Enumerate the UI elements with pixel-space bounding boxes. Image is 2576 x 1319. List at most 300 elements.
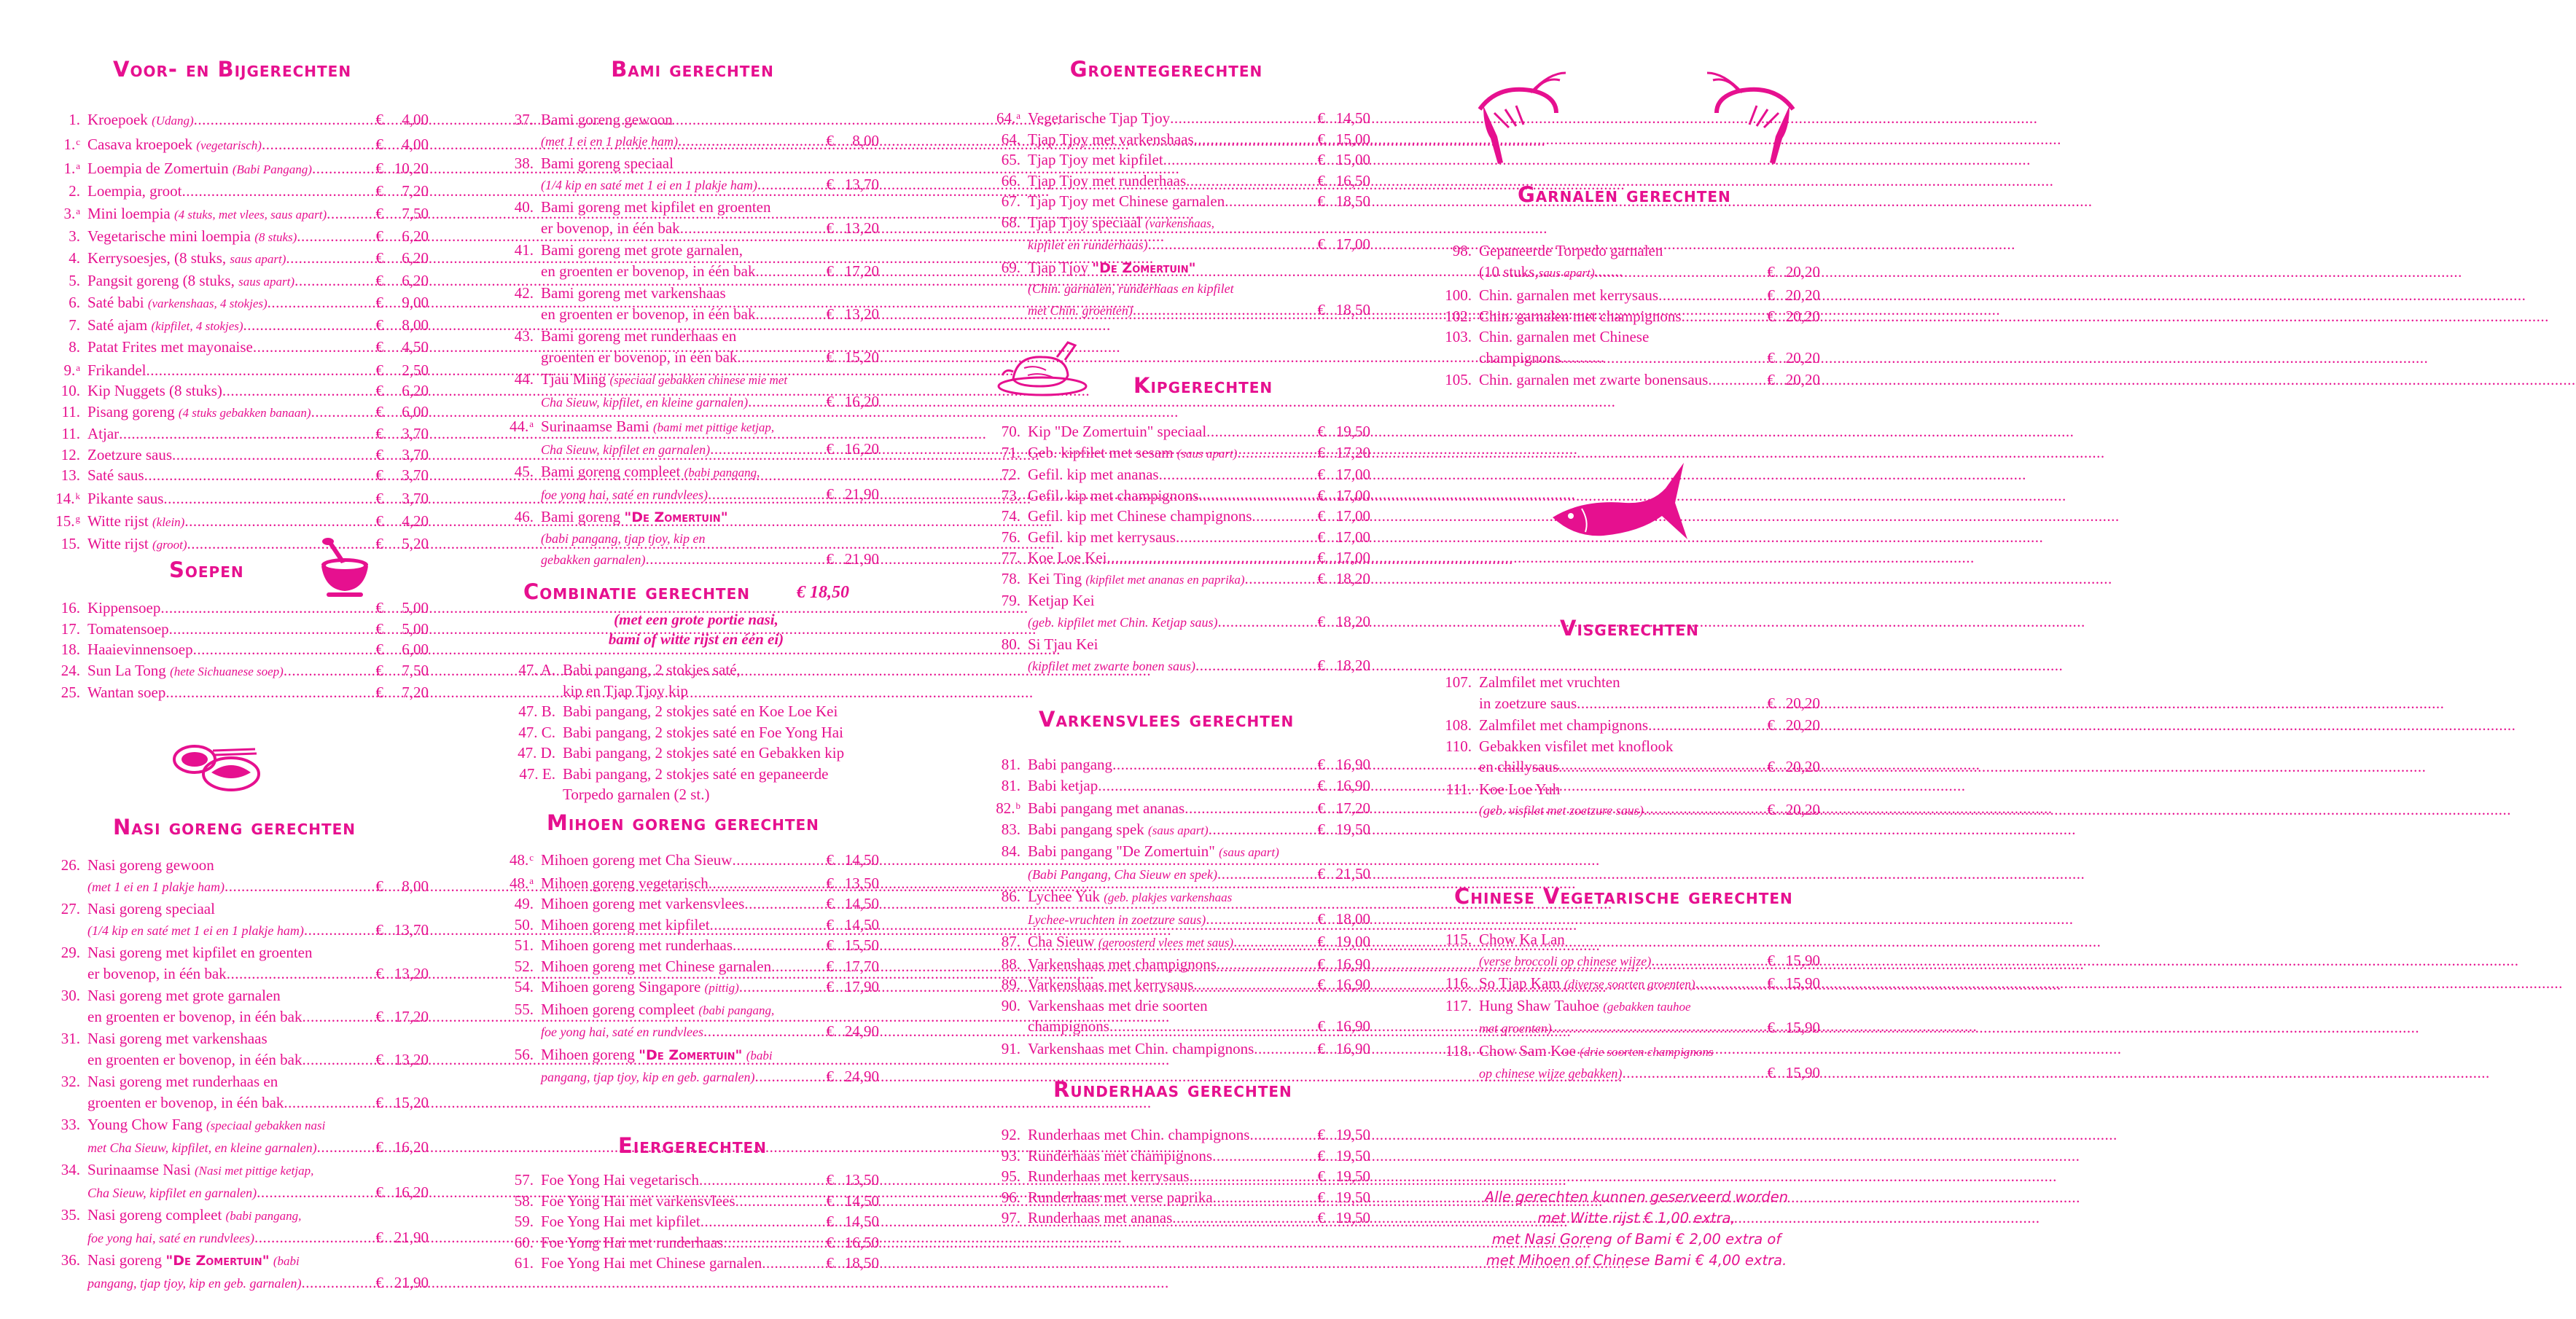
menu-list (501, 1170, 879, 1274)
leader-dots (645, 549, 824, 570)
item-name-text: Zoetzure saus (87, 445, 173, 463)
currency-symbol: € (1317, 612, 1325, 630)
item-name (541, 197, 771, 218)
currency-symbol: € (1767, 974, 1775, 992)
item-name (541, 1044, 773, 1067)
currency-symbol: € (375, 684, 383, 701)
menu-list (501, 848, 879, 1089)
currency-symbol: € (1317, 799, 1325, 817)
item-number (51, 533, 80, 555)
item-name (87, 985, 281, 1006)
leader-dots (1209, 819, 1316, 840)
currency-symbol: € (375, 599, 383, 617)
item-name-text: Pangsit goreng (8 stuks, (87, 271, 235, 289)
leader-dots (1195, 655, 1316, 676)
leader-dots (1577, 693, 1765, 714)
section-title: Visgerechten (1560, 616, 1699, 641)
price (1766, 348, 1821, 369)
item-number (51, 619, 80, 640)
item-name-text: Chin. garnalen met zwarte bonensaus (1479, 371, 1709, 388)
item-name-text: Saté ajam (87, 316, 148, 334)
combinatie-desc-line2: bami of witte rijst en één ei) (608, 630, 784, 648)
menu-item-continued (501, 528, 879, 549)
item-name (541, 893, 744, 915)
menu-item-continued (501, 681, 879, 702)
menu-item (1440, 973, 1820, 995)
leader-dots (311, 402, 375, 423)
price (375, 488, 429, 509)
menu-item-continued (991, 655, 1370, 677)
leader-dots (732, 850, 824, 871)
item-name-text: Tomatensoep (87, 619, 169, 638)
leader-dots (184, 511, 374, 532)
item-number-text: 7. (69, 316, 80, 334)
currency-symbol: € (826, 262, 834, 280)
item-number-text: 15. (61, 534, 80, 552)
currency-symbol: € (375, 294, 383, 311)
menu-item (51, 402, 429, 424)
item-note: saus apart) (1538, 265, 1595, 280)
item-note: (geroosterd vlees met saus) (1098, 936, 1234, 950)
item-number (51, 682, 80, 703)
price (375, 660, 429, 681)
combinatie-price: € 18,50 (797, 583, 849, 602)
menu-item (501, 893, 879, 915)
currency-symbol: € (826, 439, 834, 458)
item-name-text: Nasi goreng met runderhaas en (87, 1073, 278, 1090)
section-title: Soepen (169, 557, 244, 582)
menu-item (1440, 715, 1820, 736)
item-description: (1/4 kip en saté met 1 ei en 1 plakje ham) (87, 923, 304, 938)
currency-symbol: € (1317, 656, 1325, 674)
menu-item (501, 999, 879, 1022)
item-number-text: 47. E. (519, 764, 555, 783)
price-value: 17,20 (844, 262, 879, 280)
menu-item-continued (1440, 799, 1820, 821)
leader-dots (182, 181, 374, 202)
item-name (87, 598, 160, 619)
item-number-text: 47. A. (518, 661, 555, 678)
item-name-text: Foe Yong Hai met varkensvlees (541, 1191, 735, 1210)
item-name (87, 181, 182, 202)
leader-dots (302, 1049, 374, 1071)
currency-symbol: € (826, 1171, 834, 1189)
price-value: 19,50 (1335, 1146, 1370, 1165)
item-name (541, 999, 774, 1022)
menu-item (501, 1232, 879, 1253)
price-value: 14,50 (844, 1213, 879, 1230)
leader-dots (1206, 421, 1316, 442)
item-name (1028, 485, 1198, 506)
price (825, 850, 880, 871)
item-name-text: Foe Yong Hai met kipfilet (541, 1213, 700, 1230)
leader-dots (1561, 348, 1766, 369)
item-number (51, 1071, 80, 1092)
item-number (1440, 240, 1472, 262)
item-number-text: 118. (1445, 1041, 1472, 1060)
item-name (1479, 995, 1691, 1018)
item-number-text: 70. (1001, 423, 1020, 440)
item-name (541, 506, 728, 528)
item-number-text: 47. D. (518, 744, 555, 762)
price-value: 5,00 (402, 599, 429, 617)
item-name (87, 682, 165, 703)
currency-symbol: € (375, 361, 383, 379)
price (375, 248, 429, 269)
item-name-text: Nasi goreng compleet (87, 1206, 222, 1224)
item-name-text: Babi pangang, 2 stokjes saté en Gebakken kip (563, 744, 845, 762)
currency-symbol: € (1317, 151, 1325, 168)
item-number (51, 465, 80, 486)
currency-symbol: € (375, 1138, 383, 1156)
currency-symbol: € (375, 1183, 383, 1201)
item-number (51, 445, 80, 466)
leader-dots (748, 391, 824, 412)
item-name-text: Sun La Tong (87, 661, 166, 679)
menu-item-continued (501, 174, 879, 196)
item-name-continued: champignons (1028, 1017, 1109, 1035)
price (1316, 485, 1371, 506)
item-number-text: 81. (1001, 776, 1020, 794)
item-name (1028, 1187, 1213, 1208)
currency-symbol: € (826, 978, 834, 995)
item-name (541, 976, 739, 999)
item-number (991, 1038, 1020, 1060)
menu-item (51, 639, 429, 660)
item-number-suffix: a (76, 361, 80, 373)
leader-dots (194, 109, 375, 130)
menu-item-continued (51, 1006, 429, 1028)
menu-item-continued (51, 1272, 429, 1294)
leader-dots (227, 963, 375, 985)
price (1766, 1062, 1821, 1084)
item-special-name: "De Zomertuin" (639, 1046, 743, 1063)
combinatie-desc (514, 610, 878, 649)
item-name-text: Foe Yong Hai vegetarisch (541, 1171, 699, 1189)
item-number-text: 68. (1001, 213, 1020, 231)
price (1316, 798, 1371, 819)
price (1766, 369, 1821, 391)
leader-dots (709, 873, 825, 894)
item-number-text: 46. (514, 508, 534, 525)
item-number (1440, 672, 1472, 693)
item-number-text: 4. (69, 249, 80, 267)
currency-symbol: € (1317, 130, 1325, 148)
item-name (1028, 421, 1206, 442)
price-value: 20,20 (1785, 286, 1820, 304)
price (1316, 974, 1371, 995)
section-title: Eiergerechten (618, 1133, 767, 1158)
currency-symbol: € (1317, 486, 1325, 504)
item-name (541, 956, 771, 977)
menu-item (501, 1044, 879, 1067)
item-note: (saus apart) (1176, 446, 1238, 461)
currency-symbol: € (375, 338, 383, 356)
item-note: (Babi Pangang) (232, 163, 312, 176)
currency-symbol: € (375, 382, 383, 399)
price-value: 4,20 (402, 512, 429, 530)
price-value: 8,00 (402, 877, 429, 895)
price (375, 181, 429, 202)
price-value: 17,90 (844, 978, 879, 995)
item-name-text: Gefil. kip met Chinese champignons (1028, 507, 1252, 525)
currency-symbol: € (826, 895, 834, 912)
item-name-text: Hung Shaw Tauhoe (1479, 996, 1599, 1014)
menu-item (991, 590, 1370, 611)
currency-symbol: € (1317, 1167, 1325, 1185)
item-number-text: 43. (514, 327, 534, 345)
leader-dots (243, 315, 375, 336)
item-gap (1440, 821, 1820, 823)
item-number (991, 1124, 1020, 1146)
price-value: 19,50 (1335, 1126, 1370, 1143)
currency-symbol: € (375, 877, 383, 895)
item-name-text: Ketjap Kei (1028, 592, 1095, 609)
leader-dots (172, 445, 374, 466)
menu-item (1440, 369, 1820, 391)
menu-item-continued (501, 130, 879, 152)
menu-item (51, 315, 429, 337)
item-number-text: 27. (61, 900, 80, 917)
item-number (991, 954, 1020, 975)
menu-list (991, 1124, 1370, 1229)
leader-dots (294, 270, 374, 291)
item-name (541, 873, 709, 894)
item-name-text: Tjap Tjoy met runderhaas (1028, 171, 1187, 189)
price-value: 6,20 (402, 382, 429, 399)
item-name (87, 109, 194, 132)
menu-item (991, 974, 1370, 995)
menu-list (1440, 240, 1820, 391)
menu-item-continued (51, 1092, 429, 1113)
item-number (501, 369, 534, 390)
item-number (501, 976, 534, 998)
currency-symbol: € (375, 316, 383, 334)
item-description: Cha Sieuw, kipfilet en garnalen) (87, 1185, 257, 1200)
menu-item (1440, 779, 1820, 800)
leader-dots (1658, 285, 1765, 306)
leader-dots (317, 1137, 375, 1158)
price (825, 439, 880, 460)
item-name (541, 850, 732, 871)
item-number-text: 97. (1001, 1209, 1020, 1226)
menu-item (1440, 672, 1820, 693)
price-value: 17,20 (394, 1007, 429, 1025)
section-title: Bami gerechten (611, 57, 774, 82)
leader-dots (1595, 262, 1766, 283)
price-value: 14,50 (844, 915, 879, 934)
price-value: 6,20 (402, 227, 429, 245)
menu-item (501, 935, 879, 956)
item-number-suffix: k (75, 490, 80, 501)
item-name-text: Gefil. kip met ananas (1028, 466, 1159, 483)
currency-symbol: € (1317, 569, 1325, 587)
price (375, 445, 429, 466)
price-value: 21,90 (844, 550, 879, 568)
item-name (1028, 775, 1098, 797)
price (375, 1272, 429, 1293)
item-name-text: Bami goreng met runderhaas en (541, 327, 737, 345)
leader-dots (254, 1227, 375, 1248)
leader-dots (744, 893, 824, 915)
item-number-text: 103. (1445, 328, 1472, 345)
price-value: 14,50 (844, 851, 879, 869)
item-number-text: 1. (63, 135, 76, 153)
currency-symbol: € (1767, 371, 1775, 388)
leader-dots (225, 876, 375, 897)
item-name-text: Surinaamse Nasi (87, 1161, 191, 1178)
menu-item (501, 1191, 879, 1212)
item-name (563, 701, 838, 722)
item-number (501, 701, 555, 722)
currency-symbol: € (826, 219, 834, 237)
item-description: met Cha Sieuw, kipfilet, en kleine garnalen) (87, 1140, 317, 1155)
menu-item (501, 197, 879, 218)
menu-item (501, 326, 879, 347)
item-number (1440, 306, 1472, 327)
menu-item (51, 1205, 429, 1227)
menu-item (1440, 929, 1820, 950)
footer-note-line: Alle gerechten kunnen geserveerd worden (1484, 1189, 1789, 1205)
item-name (1479, 306, 1682, 327)
menu-item (501, 701, 879, 722)
item-note: (pittig) (704, 981, 739, 995)
currency-symbol: € (826, 348, 834, 366)
menu-list (501, 660, 879, 805)
item-number-text: 1. (69, 111, 80, 128)
item-name-text: Babi ketjap (1028, 776, 1098, 794)
item-description: Lychee-vruchten in zoetzure saus) (1028, 912, 1206, 927)
currency-symbol: € (826, 936, 834, 954)
item-number (501, 999, 534, 1020)
item-number (1440, 779, 1472, 800)
item-number (501, 1191, 534, 1212)
menu-item-continued (991, 300, 1370, 321)
leader-dots (193, 639, 375, 660)
price-value: 16,20 (394, 1138, 429, 1156)
price (1316, 611, 1371, 633)
currency-symbol: € (1317, 756, 1325, 773)
item-name (1028, 191, 1225, 212)
item-number-text: 50. (514, 915, 534, 934)
item-name (1028, 129, 1194, 150)
leader-dots (1682, 306, 1766, 327)
menu-item (991, 212, 1370, 235)
menu-item-continued (51, 1049, 429, 1071)
item-number-suffix: c (76, 136, 80, 147)
item-name (87, 855, 214, 876)
item-note: (babi pangang, (684, 466, 760, 480)
menu-item (991, 1146, 1370, 1167)
menu-item-continued (501, 1021, 879, 1043)
item-name (1028, 819, 1209, 842)
price (825, 218, 880, 239)
price-value: 14,50 (844, 1191, 879, 1210)
item-description: op chinese wijze gebakken) (1479, 1066, 1623, 1081)
menu-item-continued (501, 549, 879, 571)
leader-dots (1198, 485, 1316, 506)
currency-symbol: € (375, 402, 383, 420)
item-number (51, 639, 80, 660)
price-value: 6,00 (402, 641, 429, 658)
section-title: Varkensvlees gerechten (1039, 707, 1295, 732)
currency-symbol: € (1317, 955, 1325, 973)
price-value: 16,90 (1335, 756, 1370, 773)
menu-list (51, 109, 429, 555)
menu-item (51, 292, 429, 315)
menu-item-continued (51, 963, 429, 985)
item-number (991, 547, 1020, 568)
price (375, 134, 429, 155)
item-name-text: Babi pangang met ananas (1028, 799, 1185, 817)
menu-item-continued (1440, 950, 1820, 972)
item-name (87, 270, 294, 293)
menu-item (501, 153, 879, 174)
menu-list (991, 421, 1370, 678)
item-name (87, 203, 327, 226)
menu-item-continued (51, 876, 429, 898)
price-value: 3,70 (402, 445, 429, 463)
item-name-continued: groenten er bovenop, in één bak (541, 348, 738, 366)
menu-item (1440, 1041, 1820, 1063)
menu-item (991, 1208, 1370, 1229)
currency-symbol: € (1317, 466, 1325, 483)
leader-dots (297, 226, 374, 247)
leader-dots (1163, 149, 1316, 171)
leader-dots (327, 203, 374, 224)
menu-item (51, 486, 429, 509)
leader-dots (1133, 300, 1316, 321)
leader-dots (1186, 171, 1316, 192)
item-name (87, 315, 243, 337)
item-name (1028, 841, 1279, 864)
menu-item (991, 527, 1370, 548)
item-number-text: 49. (514, 895, 534, 912)
item-note: (vegetarisch) (196, 138, 262, 152)
item-name-text: Mihoen goreng met varkensvlees (541, 895, 745, 912)
leader-dots (1217, 611, 1316, 633)
price-value: 19,50 (1335, 1209, 1370, 1226)
item-number (1440, 995, 1472, 1017)
item-name (563, 722, 843, 743)
price-value: 16,90 (1335, 776, 1370, 794)
currency-symbol: € (826, 1191, 834, 1210)
item-name (87, 942, 313, 963)
item-name (1479, 240, 1663, 262)
menu-list (501, 109, 879, 572)
menu-item (991, 506, 1370, 527)
item-name-text: Vegetarische mini loempia (87, 227, 251, 245)
item-description: foe yong hai, saté en rundvlees) (541, 487, 708, 502)
item-name (1028, 171, 1186, 192)
item-number-text: 92. (1001, 1126, 1020, 1143)
leader-dots (144, 465, 375, 486)
section-title: Voor- en Bijgerechten (113, 57, 352, 82)
item-number-text: 59. (514, 1213, 534, 1230)
price (375, 511, 429, 532)
item-description: gebakken garnalen) (541, 552, 646, 567)
item-number (1440, 715, 1472, 736)
item-name (1028, 1208, 1172, 1229)
item-number (1440, 929, 1472, 950)
item-number (501, 414, 534, 437)
item-special-name: "De Zomertuin" (1092, 259, 1196, 276)
currency-symbol: € (375, 445, 383, 463)
price (1316, 547, 1371, 568)
item-number-text: 45. (514, 463, 534, 480)
item-number-text: 29. (61, 944, 80, 961)
price-value: 6,00 (402, 402, 429, 420)
